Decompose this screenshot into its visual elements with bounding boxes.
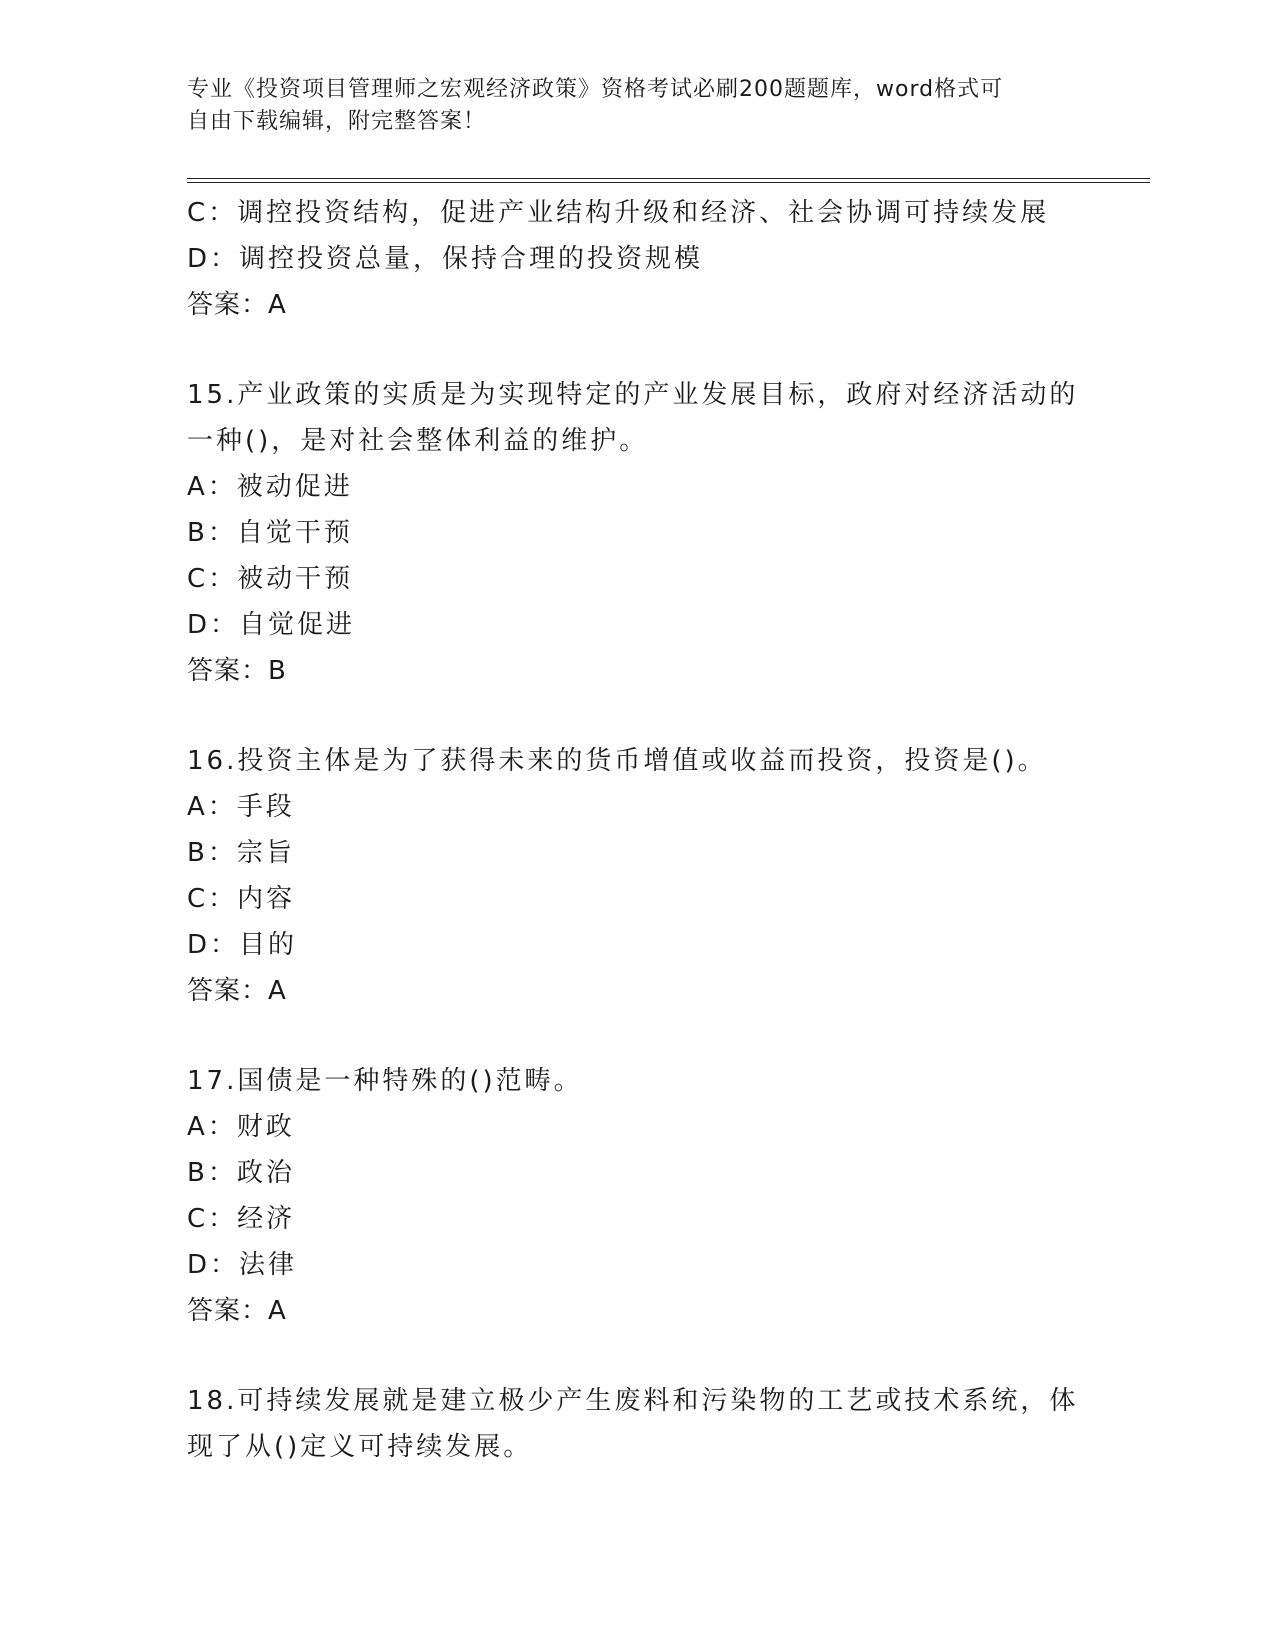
question-stem: 一种()，是对社会整体利益的维护。 [187, 426, 649, 456]
option-c: C：被动干预 [187, 564, 354, 594]
answer-line: 答案：A [187, 290, 287, 320]
question-stem: 18.可持续发展就是建立极少产生废料和污染物的工艺或技术系统，体 [187, 1386, 1079, 1416]
answer-line: 答案：A [187, 1296, 287, 1326]
question-block-18 [187, 1378, 1087, 1470]
option-a: A：财政 [187, 1112, 295, 1142]
question-stem: 现了从()定义可持续发展。 [187, 1432, 533, 1462]
spacer [187, 328, 1087, 372]
option-c: C：经济 [187, 1204, 296, 1234]
spacer [187, 694, 1087, 738]
header-line-1: 专业《投资项目管理师之宏观经济政策》资格考试必刷200题题库，word格式可 [187, 77, 1004, 102]
header-line-2: 自由下载编辑，附完整答案！ [187, 109, 487, 134]
option-b: B：政治 [187, 1158, 295, 1188]
option-b: B：宗旨 [187, 838, 295, 868]
spacer [187, 1014, 1087, 1058]
question-stem: 15.产业政策的实质是为实现特定的产业发展目标，政府对经济活动的 [187, 380, 1079, 410]
question-list [187, 190, 1087, 1470]
option-a: A：被动促进 [187, 472, 353, 502]
question-block-16 [187, 738, 1087, 1014]
option-d: D：自觉促进 [187, 610, 356, 640]
header-divider-top [187, 178, 1150, 179]
option-c: C：内容 [187, 884, 296, 914]
question-stem: 17.国债是一种特殊的()范畴。 [187, 1066, 583, 1096]
spacer [187, 1334, 1087, 1378]
question-block-14 [187, 190, 1087, 328]
option-d: D：目的 [187, 930, 298, 960]
option-b: B：自觉干预 [187, 518, 353, 548]
question-stem: 16.投资主体是为了获得未来的货币增值或收益而投资，投资是()。 [187, 746, 1047, 776]
option-c: C：调控投资结构，促进产业结构升级和经济、社会协调可持续发展 [187, 198, 1050, 228]
answer-line: 答案：B [187, 656, 287, 686]
option-a: A：手段 [187, 792, 295, 822]
option-d: D：调控投资总量，保持合理的投资规模 [187, 244, 704, 274]
question-block-15 [187, 372, 1087, 694]
option-d: D：法律 [187, 1250, 298, 1280]
question-block-17 [187, 1058, 1087, 1334]
answer-line: 答案：A [187, 976, 287, 1006]
document-header [187, 74, 1067, 138]
header-divider-bottom [187, 182, 1150, 183]
